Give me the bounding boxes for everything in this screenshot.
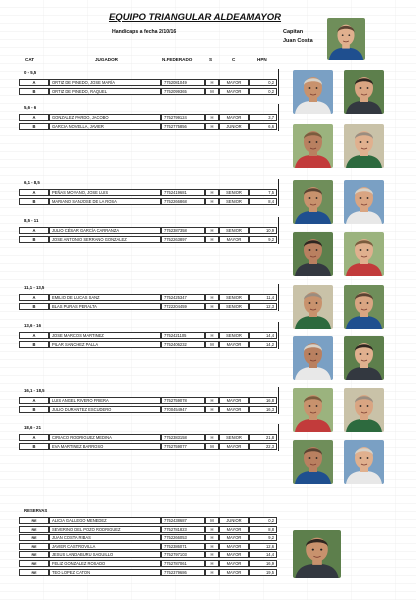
handicap-value: 19,5 <box>249 569 277 576</box>
handicap-value: 16,9 <box>249 560 277 567</box>
handicap-range-label: 18,6 - 21 <box>24 425 41 430</box>
table-row <box>19 123 277 130</box>
table-row <box>19 434 277 441</box>
player-name: ORTIZ DE PINEDO, JOSE MARÍA <box>49 79 161 86</box>
player-sex: H <box>205 526 219 533</box>
player-name: PEÑAS MOYANO, JOSE LUIS <box>49 189 161 196</box>
player-photo-a <box>293 124 333 168</box>
player-name: ORTIZ DE PINEDO, RAQUEL <box>49 88 161 95</box>
handicap-value: 9,2 <box>249 236 277 243</box>
player-sex: H <box>205 551 219 558</box>
row-category: RE <box>19 551 49 558</box>
table-row <box>19 397 277 404</box>
group-bracket <box>278 322 279 349</box>
row-category: A <box>19 189 49 196</box>
player-name: JAVIER CASTROVILLA <box>49 543 161 550</box>
federation-number: 7752266053 <box>161 534 205 541</box>
player-name: LUIS ANGEL RIVERO FRIERA <box>49 397 161 404</box>
handicap-value: 16,8 <box>249 397 277 404</box>
handicap-value: 11,4 <box>249 294 277 301</box>
federation-number: 7752383158 <box>161 434 205 441</box>
player-name: EMILIO DE LUCAS SANZ <box>49 294 161 301</box>
player-photo-b <box>344 180 384 224</box>
table-row <box>19 341 277 348</box>
federation-number: 7752419681 <box>161 189 205 196</box>
handicap-value: 12,3 <box>249 303 277 310</box>
handicap-value: 14,4 <box>249 551 277 558</box>
player-name: GARCIA NOVELLA, JAVIER <box>49 123 161 130</box>
table-row <box>19 294 277 301</box>
age-category: MAYOR <box>219 443 249 450</box>
player-name: CIRIACO RODRIGUEZ MEDINA <box>49 434 161 441</box>
table-row <box>19 88 277 95</box>
player-sex: M <box>205 517 219 524</box>
row-category: A <box>19 434 49 441</box>
age-category: MAYOR <box>219 569 249 576</box>
table-row <box>19 551 277 558</box>
age-category: MAYOR <box>219 236 249 243</box>
row-category: RE <box>19 560 49 567</box>
player-sex: H <box>205 434 219 441</box>
handicap-value: 8,4 <box>249 198 277 205</box>
player-name: JOSE ANTONIO SERRANO GONZALEZ <box>49 236 161 243</box>
player-sex: M <box>205 88 219 95</box>
federation-number: 7752379686 <box>161 569 205 576</box>
federation-number: 7752387358 <box>161 227 205 234</box>
player-sex: M <box>205 341 219 348</box>
age-category: SENIOR <box>219 332 249 339</box>
captain-label: Capitan <box>283 29 304 35</box>
player-photo-b <box>344 70 384 114</box>
player-sex: H <box>205 303 219 310</box>
age-category: MAYOR <box>219 526 249 533</box>
header-sex: S <box>209 57 213 62</box>
player-sex: H <box>205 123 219 130</box>
row-category: A <box>19 114 49 121</box>
row-category: RE <box>19 543 49 550</box>
handicap-range-label: 13,6 - 16 <box>24 323 41 328</box>
table-row <box>19 560 277 567</box>
federation-number: 7752406232 <box>161 341 205 348</box>
player-photo-a <box>293 70 333 114</box>
row-category: A <box>19 294 49 301</box>
player-name: ALICIA GALLEGO MENEDEZ <box>49 517 161 524</box>
table-row <box>19 303 277 310</box>
row-category: B <box>19 341 49 348</box>
header-category: C <box>232 57 236 62</box>
player-photo-b <box>344 232 384 276</box>
player-sex: H <box>205 189 219 196</box>
player-sex: H <box>205 406 219 413</box>
player-name: JUAN COSTA RIBAS <box>49 534 161 541</box>
age-category: MAYOR <box>219 79 249 86</box>
header-hpn: HPN <box>257 57 267 62</box>
federation-number: 7752799124 <box>161 114 205 121</box>
row-category: B <box>19 123 49 130</box>
player-name: JULIO CÉSAR GARCÍA CARRANZA <box>49 227 161 234</box>
handicap-range-label: 0 - 5,5 <box>24 70 37 75</box>
player-sex: M <box>205 443 219 450</box>
reserve-photo <box>293 530 341 578</box>
table-row <box>19 198 277 205</box>
header-federado: N.FEDERADO <box>162 57 193 62</box>
federation-number: 7752775856 <box>161 123 205 130</box>
player-name: PILAR SANCHEZ PALLA <box>49 341 161 348</box>
reserves-label: RESERVAS <box>24 508 48 513</box>
table-row <box>19 227 277 234</box>
player-name: GONZALEZ PARDO, JACOBO <box>49 114 161 121</box>
handicap-value: 14,4 <box>249 332 277 339</box>
player-sex: H <box>205 569 219 576</box>
player-photo-b <box>344 440 384 484</box>
table-row <box>19 114 277 121</box>
age-category: SENIOR <box>219 189 249 196</box>
player-sex: H <box>205 198 219 205</box>
handicap-value: 14,2 <box>249 341 277 348</box>
age-category: SENIOR <box>219 227 249 234</box>
table-row <box>19 443 277 450</box>
group-bracket <box>278 424 279 451</box>
player-name: TEO LOPEZ CATON <box>49 569 161 576</box>
age-category: MAYOR <box>219 341 249 348</box>
group-bracket <box>278 284 279 311</box>
table-row <box>19 236 277 243</box>
federation-number: 7752781823 <box>161 526 205 533</box>
player-sex: H <box>205 114 219 121</box>
federation-number: 7752797103 <box>161 551 205 558</box>
federation-number: 7700454947 <box>161 406 205 413</box>
handicap-value: 3,7 <box>249 114 277 121</box>
player-name: MARIANO SANJOSE DE LA ROSA <box>49 198 161 205</box>
handicap-value: 12,6 <box>249 543 277 550</box>
player-sex: H <box>205 236 219 243</box>
player-photo-b <box>344 285 384 329</box>
player-name: BLAS PURAS PERALTA <box>49 303 161 310</box>
player-photo-a <box>293 336 333 380</box>
player-sex: H <box>205 79 219 86</box>
federation-number: 7752759077 <box>161 443 205 450</box>
handicap-range-label: 11,1 - 13,5 <box>24 285 45 290</box>
row-category: A <box>19 79 49 86</box>
handicap-range-label: 6,1 - 8,5 <box>24 180 40 185</box>
row-category: B <box>19 406 49 413</box>
handicap-date: Handicaps a fecha 2/10/16 <box>112 29 177 35</box>
table-row <box>19 526 277 533</box>
player-name: JULIO DURANTEZ ESCUDERO <box>49 406 161 413</box>
table-row <box>19 543 277 550</box>
federation-number: 7752425347 <box>161 294 205 301</box>
age-category: SENIOR <box>219 198 249 205</box>
row-category: B <box>19 236 49 243</box>
page-title: EQUIPO TRIANGULAR ALDEAMAYOR <box>108 12 282 23</box>
player-sex: H <box>205 294 219 301</box>
header-player: JUGADOR <box>95 57 118 62</box>
header-cat: CAT <box>25 57 35 62</box>
player-name: JESUS LANDABURU SAGUILLO <box>49 551 161 558</box>
row-category: B <box>19 303 49 310</box>
handicap-value: 8,8 <box>249 526 277 533</box>
captain-photo <box>327 18 365 60</box>
handicap-value: 0,2 <box>249 517 277 524</box>
handicap-value: 7,5 <box>249 189 277 196</box>
row-category: A <box>19 397 49 404</box>
age-category: MAYOR <box>219 397 249 404</box>
age-category: SENIOR <box>219 303 249 310</box>
group-bracket <box>278 217 279 244</box>
table-row <box>19 189 277 196</box>
handicap-value: 0,2 <box>249 88 277 95</box>
federation-number: 7752099365 <box>161 88 205 95</box>
player-name: SEVERINO DEL POZO RODRIGUEZ <box>49 526 161 533</box>
federation-number: 7752787061 <box>161 560 205 567</box>
player-sex: H <box>205 543 219 550</box>
player-photo-a <box>293 232 333 276</box>
federation-number: 7752266868 <box>161 198 205 205</box>
row-category: B <box>19 443 49 450</box>
federation-number: 7752759078 <box>161 397 205 404</box>
row-category: RE <box>19 517 49 524</box>
age-category: JUNIOR <box>219 517 249 524</box>
age-category: MAYOR <box>219 534 249 541</box>
row-category: RE <box>19 526 49 533</box>
age-category: JUNIOR <box>219 123 249 130</box>
age-category: MAYOR <box>219 551 249 558</box>
table-row <box>19 79 277 86</box>
age-category: MAYOR <box>219 543 249 550</box>
table-row <box>19 534 277 541</box>
player-photo-a <box>293 440 333 484</box>
row-category: A <box>19 332 49 339</box>
federation-number: 7722204459 <box>161 303 205 310</box>
group-bracket <box>278 179 279 206</box>
player-name: FELIZ GONZALEZ ROSADO <box>49 560 161 567</box>
federation-number: 7752386071 <box>161 543 205 550</box>
handicap-value: 0,2 <box>249 79 277 86</box>
player-photo-a <box>293 180 333 224</box>
handicap-value: 9,2 <box>249 534 277 541</box>
handicap-value: 10,9 <box>249 227 277 234</box>
age-category: MAYOR <box>219 560 249 567</box>
age-category: SENIOR <box>219 434 249 441</box>
row-category: RE <box>19 534 49 541</box>
player-sex: H <box>205 332 219 339</box>
group-bracket <box>278 387 279 414</box>
handicap-range-label: 8,5 - 11 <box>24 218 39 223</box>
row-category: B <box>19 88 49 95</box>
row-category: RE <box>19 569 49 576</box>
age-category: SENIOR <box>219 294 249 301</box>
row-category: B <box>19 198 49 205</box>
federation-number: 7752421105 <box>161 332 205 339</box>
player-name: JOSE MARCOS MARTINEZ <box>49 332 161 339</box>
table-row <box>19 517 277 524</box>
player-sex: H <box>205 397 219 404</box>
player-photo-b <box>344 388 384 432</box>
player-photo-a <box>293 285 333 329</box>
handicap-range-label: 5,6 - 6 <box>24 105 37 110</box>
captain-name: Juan Costa <box>283 38 313 44</box>
player-sex: H <box>205 227 219 234</box>
age-category: MAYOR <box>219 406 249 413</box>
player-photo-b <box>344 124 384 168</box>
row-category: A <box>19 227 49 234</box>
group-bracket <box>278 104 279 131</box>
federation-number: 7752263897 <box>161 236 205 243</box>
player-name: EVA MARTINEZ BARROSO <box>49 443 161 450</box>
handicap-value: 21,8 <box>249 434 277 441</box>
table-row <box>19 332 277 339</box>
player-photo-a <box>293 388 333 432</box>
handicap-value: 16,3 <box>249 406 277 413</box>
handicap-value: 6,6 <box>249 123 277 130</box>
federation-number: 7752081049 <box>161 79 205 86</box>
handicap-range-label: 16,1 - 18,5 <box>24 388 45 393</box>
group-bracket <box>278 69 279 96</box>
table-row <box>19 406 277 413</box>
handicap-value: 22,3 <box>249 443 277 450</box>
age-category: MAYOR <box>219 114 249 121</box>
player-photo-b <box>344 336 384 380</box>
federation-number: 7752438687 <box>161 517 205 524</box>
age-category: MAYOR <box>219 88 249 95</box>
table-row <box>19 569 277 576</box>
player-sex: H <box>205 534 219 541</box>
player-sex: H <box>205 560 219 567</box>
